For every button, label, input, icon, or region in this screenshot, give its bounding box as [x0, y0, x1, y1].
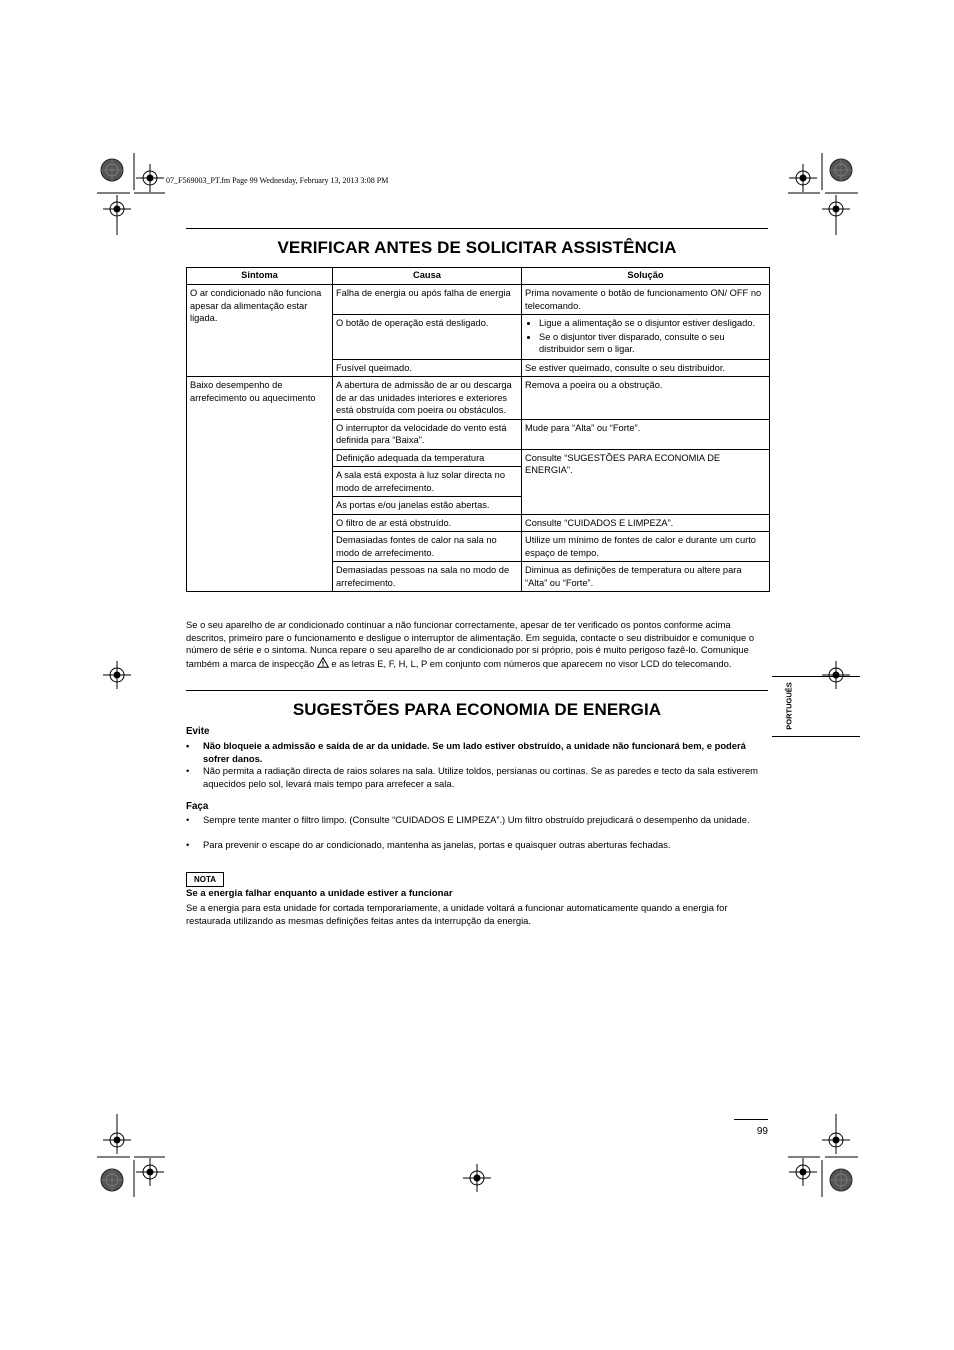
column-header-cause: Causa [333, 268, 522, 285]
column-header-symptom: Sintoma [187, 268, 333, 285]
solution-bullet: • Ligue a alimentação se o disjuntor estiver desligado. [539, 317, 766, 330]
troubleshooting-table [186, 267, 770, 592]
solution-cell: Remova a poeira ou a obstrução. [522, 377, 770, 420]
bullet-icon: • [186, 765, 190, 776]
cause-cell: O botão de operação está desligado. [333, 315, 522, 360]
section-title-energy-saving: SUGESTÕES PARA ECONOMIA DE ENERGIA [292, 700, 662, 719]
solution-cell: Diminua as definições de temperatura ou altere para “Alta” ou “Forte”. [522, 562, 770, 592]
section-rule [186, 228, 768, 229]
side-tab-rule [772, 676, 860, 677]
list-item-text: Não permita a radiação directa de raios solares na sala. Utilize toldos, persianas ou cortinas. Se as paredes e tecto da sala estiverem aquecidos pelo sol, levará mais tempo para arrefecer a sala. [203, 765, 758, 789]
solution-bullet-list [525, 317, 766, 356]
cause-cell: Definição adequada da temperatura [333, 449, 522, 467]
bullet-icon: • [186, 740, 190, 751]
list-item-text: Sempre tente manter o filtro limpo. (Consulte “CUIDADOS E LIMPEZA”.) Um filtro obstruído prejudicará o desempenho da unidade. [203, 814, 750, 825]
note-heading: Se a energia falhar enquanto a unidade estiver a funcionar [186, 888, 453, 899]
solution-cell [522, 315, 770, 360]
side-tab-rule [772, 736, 860, 737]
solution-cell: Utilize um mínimo de fontes de calor e durante um curto espaço de tempo. [522, 532, 770, 562]
solution-bullet: • Se o disjuntor tiver disparado, consulte o seu distribuidor sem o ligar. [539, 331, 766, 356]
cause-cell: Fusível queimado. [333, 359, 522, 377]
note-paragraph: Se a energia para esta unidade for cortada temporariamente, a unidade voltará a funcionar automaticamente quando a energia for restaurada utilizando as mesmas definições feitas antes da interrupção da energia. [186, 902, 728, 926]
list-item [186, 814, 768, 840]
symptom-cell: Baixo desempenho de arrefecimento ou aquecimento [187, 377, 333, 592]
table-row [187, 285, 770, 315]
solution-cell: Mude para “Alta” ou “Forte”. [522, 419, 770, 449]
paragraph-text: e as letras E, F, H, L, P em conjunto com números que aparecem no visor LCD do telecomando. [331, 657, 732, 669]
bullet-icon: • [186, 839, 190, 850]
solution-cell: Consulte “SUGESTÕES PARA ECONOMIA DE ENERGIA”. [522, 449, 770, 514]
list-item [186, 839, 768, 853]
solution-cell: Prima novamente o botão de funcionamento ON/ OFF no telecomando. [522, 285, 770, 315]
symptom-cell: O ar condicionado não funciona apesar da alimentação estar ligada. [187, 285, 333, 377]
paragraph-text: Se o seu aparelho de ar condicionado continuar a não funcionar correctamente, apesar de ter verificado os pontos conforme acima descritos, primeiro pare o funcionamento e desligue o interruptor de alimentação. Em seguida, contacte o seu distribuidor e comunique o número de série e o sintoma. Nunca repare o seu aparelho de ar condicionado por si próprio, pois é muito perigoso fazê-lo. Comunique também a marca de inspecção [186, 619, 755, 669]
do-heading: Faça [186, 801, 209, 812]
list-item [186, 765, 768, 791]
cause-cell: Demasiadas pessoas na sala no modo de arrefecimento. [333, 562, 522, 592]
list-item-text: Para prevenir o escape do ar condicionado, mantenha as janelas, portas e quaisquer outras aberturas fechadas. [203, 839, 671, 850]
list-item-text: Não bloqueie a admissão e saída de ar da unidade. Se um lado estiver obstruído, a unidade não funcionará bem, e poderá sofrer danos. [203, 740, 746, 764]
language-side-tab [772, 676, 860, 737]
cause-cell: A abertura de admissão de ar ou descarga de ar das unidades interiores e exteriores está obstruída com poeira ou obstáculos. [333, 377, 522, 420]
contact-distributor-paragraph [186, 619, 768, 670]
solution-cell: Consulte “CUIDADOS E LIMPEZA”. [522, 514, 770, 532]
solution-cell: Se estiver queimado, consulte o seu distribuidor. [522, 359, 770, 377]
cause-cell: O filtro de ar está obstruído. [333, 514, 522, 532]
list-item [186, 740, 768, 766]
section-rule [186, 690, 768, 691]
cause-cell: A sala está exposta à luz solar directa no modo de arrefecimento. [333, 467, 522, 497]
table-header-row [187, 268, 770, 285]
note-label-box: NOTA [186, 872, 224, 887]
column-header-solution: Solução [522, 268, 770, 285]
cause-cell: O interruptor da velocidade do vento está definida para “Baixa”. [333, 419, 522, 449]
section-title-troubleshooting: VERIFICAR ANTES DE SOLICITAR ASSISTÊNCIA [277, 238, 677, 257]
page-number: 99 [734, 1119, 768, 1137]
cause-cell: As portas e/ou janelas estão abertas. [333, 497, 522, 515]
table-row [187, 377, 770, 420]
bullet-icon: • [186, 814, 190, 825]
cause-cell: Demasiadas fontes de calor na sala no modo de arrefecimento. [333, 532, 522, 562]
warning-triangle-icon [317, 657, 329, 668]
file-info-header: 07_F569003_PT.fm Page 99 Wednesday, February 13, 2013 3:08 PM [166, 176, 389, 185]
cause-cell: Falha de energia ou após falha de energia [333, 285, 522, 315]
avoid-heading: Evite [186, 726, 210, 737]
side-tab-label: PORTUGUÊS [784, 682, 794, 730]
